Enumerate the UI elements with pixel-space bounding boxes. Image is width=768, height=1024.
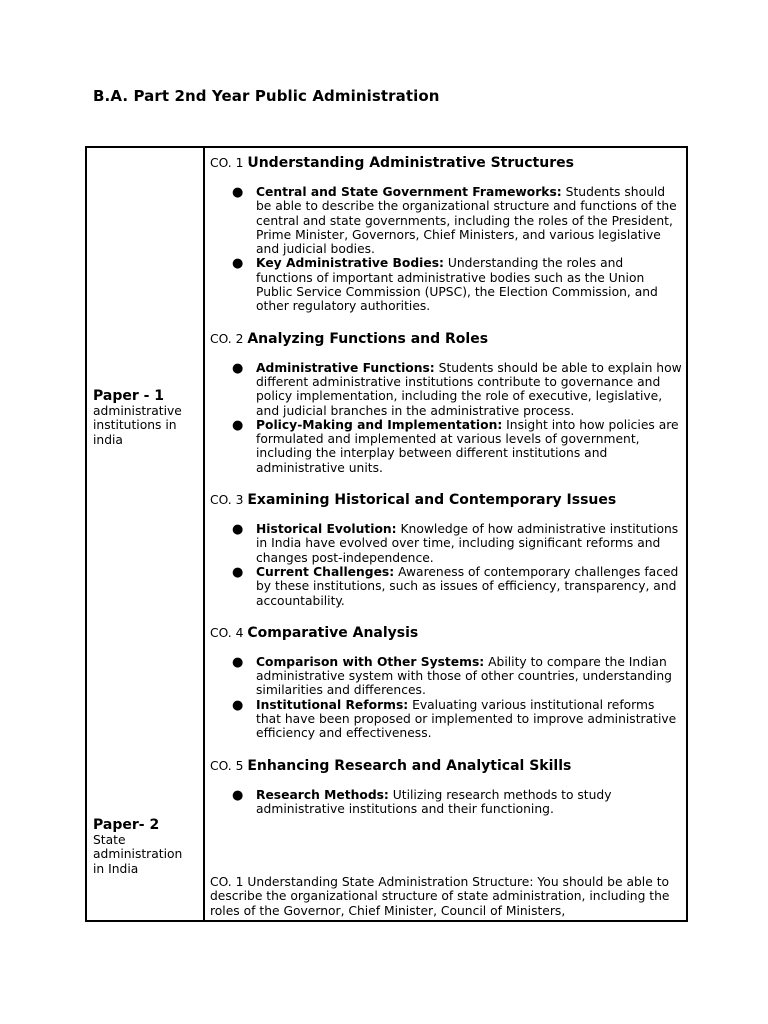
list-item (210, 655, 682, 698)
item-text: Evaluating various institutional reforms that have been proposed or implemented to improve administrative efficiency and effectiveness. (256, 697, 677, 741)
course-outcome-title: Analyzing Functions and Roles (247, 330, 489, 347)
list-item (210, 698, 682, 741)
paper-1-name: Paper - 1 (93, 388, 165, 404)
document-title: B.A. Part 2nd Year Public Administration (93, 87, 440, 105)
item-heading: Research Methods: (256, 787, 389, 802)
item-heading: Administrative Functions: (256, 360, 435, 375)
bullet-icon: ● (232, 697, 244, 713)
course-outcome-title: Examining Historical and Contemporary Issues (247, 492, 617, 509)
course-outcome-4 (210, 624, 682, 741)
list-item (210, 565, 682, 608)
bullet-icon: ● (232, 654, 244, 670)
course-outcome-2 (210, 330, 682, 475)
bullet-icon: ● (232, 256, 244, 272)
course-outcome-1 (210, 154, 682, 314)
course-outcome-heading (210, 491, 682, 509)
item-text: Students should be able to explain how different administrative institutions contribute to governance and policy implementation, including the role of executive, legislative, and judicial branches in the administrative process. (256, 360, 682, 418)
paper-1-description: administrative institutions in india (93, 404, 182, 447)
course-outcome-list (210, 788, 682, 817)
course-outcomes (210, 154, 682, 832)
course-outcome-list (210, 361, 682, 475)
paper-1-cell (93, 388, 197, 447)
bullet-icon: ● (232, 185, 244, 200)
bullet-icon: ● (232, 417, 244, 433)
course-outcome-title: Understanding Administrative Structures (247, 155, 574, 171)
list-item (210, 185, 682, 256)
list-item (210, 256, 682, 313)
bullet-icon: ● (232, 360, 244, 376)
course-outcome-title: Comparative Analysis (247, 624, 419, 641)
course-outcome-list (210, 522, 682, 608)
course-outcome-number: CO. 4 (210, 625, 244, 640)
course-outcome-list (210, 185, 682, 314)
paper-2-cell (93, 817, 197, 876)
paper-2-name: Paper- 2 (93, 817, 160, 833)
course-outcome-heading (210, 757, 682, 775)
item-text: Understanding the roles and functions of important administrative bodies such as the Union Public Service Commission (UPSC), the Election Commission, and other regulatory authorities. (256, 256, 658, 314)
item-heading: Institutional Reforms: (256, 697, 409, 712)
course-outcome-number: CO. 1 (210, 156, 244, 170)
item-text: Knowledge of how administrative institutions in India have evolved over time, including significant reforms and changes post-independence. (256, 522, 679, 565)
course-outcome-number: CO. 5 (210, 758, 244, 773)
paper-2-course-outcome: CO. 1 Understanding State Administration Structure: You should be able to describe the organizational structure of state administration, including the roles of the Governor, Chief Minister, Council of Ministers, (210, 875, 670, 918)
item-text: Insight into how policies are formulated and implemented at various levels of government, including the interplay between different institutions and administrative units. (256, 417, 679, 475)
item-heading: Central and State Government Frameworks: (256, 185, 562, 199)
course-outcome-5 (210, 757, 682, 817)
course-outcome-list (210, 655, 682, 741)
item-text: Awareness of contemporary challenges faced by these institutions, such as issues of efficiency, transparency, and accountability. (256, 564, 679, 608)
course-outcome-heading (210, 330, 682, 348)
item-heading: Policy-Making and Implementation: (256, 417, 503, 432)
item-heading: Key Administrative Bodies: (256, 256, 444, 271)
column-divider (203, 148, 205, 920)
course-outcome-title: Enhancing Research and Analytical Skills (247, 757, 572, 774)
list-item (210, 522, 682, 565)
course-outcome-number: CO. 3 (210, 493, 244, 508)
item-text: Utilizing research methods to study administrative institutions and their functioning. (256, 787, 612, 816)
item-heading: Comparison with Other Systems: (256, 654, 485, 669)
item-heading: Historical Evolution: (256, 522, 397, 537)
syllabus-table (85, 146, 688, 922)
paper-2-description: State administration in India (93, 833, 183, 876)
item-heading: Current Challenges: (256, 564, 395, 579)
list-item (210, 361, 682, 418)
item-text: Ability to compare the Indian administrative system with those of other countries, understanding similarities and differences. (256, 654, 672, 698)
bullet-icon: ● (232, 522, 244, 538)
course-outcome-3 (210, 491, 682, 608)
course-outcome-heading (210, 154, 682, 172)
bullet-icon: ● (232, 564, 244, 580)
list-item (210, 788, 682, 817)
course-outcome-number: CO. 2 (210, 331, 244, 346)
item-text: Students should be able to describe the organizational structure and functions of the central and state governments, including the roles of the President, Prime Minister, Governors, Chief Ministers, and various legislative and judicial bodies. (256, 185, 677, 257)
course-outcome-heading (210, 624, 682, 642)
list-item (210, 418, 682, 475)
bullet-icon: ● (232, 787, 244, 803)
